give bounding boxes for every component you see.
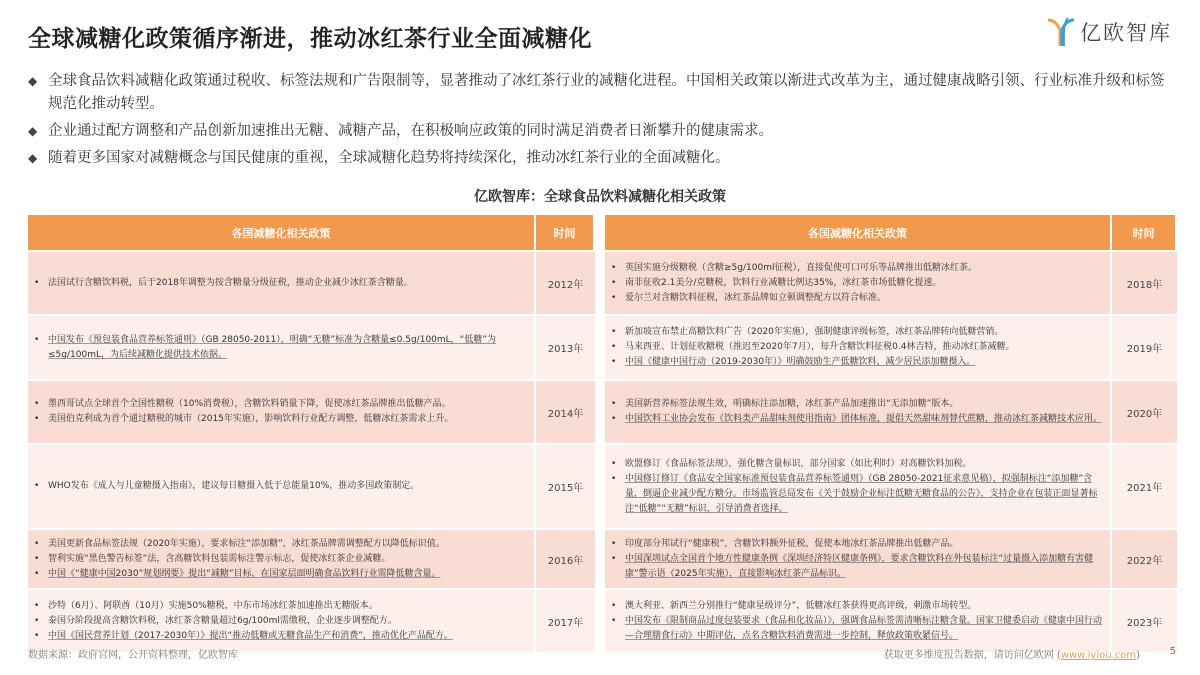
policy-item: • 中国深圳试点全国首个地方性健康条例《深圳经济特区健康条例》，要求含糖饮料在外包装标注“过量摄入添加糖有害健康”警示语（2025年实施），直接影响冰红茶产品标识。: [611, 552, 1102, 582]
bullet-icon: •: [34, 600, 40, 611]
policy-cell: [605, 252, 1112, 314]
policy-cell: [28, 316, 536, 379]
bullet-item: ◆ 全球食品饮料减糖化政策通过税收、标签法规和广告限制等，显著推动了冰红茶行业的减糖化进程。中国相关政策以渐进式改革为主，通过健康战略引领、行业标准升级和标签规范化推动转型。: [28, 70, 1178, 116]
bullet-icon: •: [611, 553, 617, 564]
logo-text: 亿欧智库: [1080, 21, 1172, 45]
year-cell: 2022年: [1112, 530, 1177, 588]
policy-item: • 欧盟修订《食品标签法规》，强化糖含量标识，部分国家（如比利时）对高糖饮料加税。: [611, 457, 1102, 472]
page-title: 全球减糖化政策循序渐进，推动冰红茶行业全面减糖化: [28, 26, 592, 52]
policy-cell: [605, 316, 1112, 379]
policy-item: • 法国试行含糖饮料税，后于2018年调整为按含糖量分级征税，推动企业减少冰红茶含糖量。: [34, 276, 526, 291]
bullet-icon: •: [34, 334, 40, 345]
bullet-icon: •: [611, 458, 617, 469]
diamond-icon: ◆: [28, 151, 38, 165]
policy-item: • 中国饮料工业协会发布《饮料类产品甜味剂使用指南》团体标准，提倡天然甜味剂替代蔗糖，推动冰红茶减糖技术应用。: [611, 412, 1102, 427]
policy-item: • 美国伯克利成为首个通过糖税的城市（2015年实施），影响饮料行业配方调整，低糖冰红茶需求上升。: [34, 412, 526, 427]
year-cell: 2017年: [536, 590, 595, 652]
policy-item: • 美国更新食品标签法规（2020年实施），要求标注“添加糖”，冰红茶品牌需调整配方以降低标识值。: [34, 537, 526, 552]
policy-cell: [28, 252, 536, 314]
policy-table-right: [605, 215, 1177, 652]
year-cell: 2019年: [1112, 316, 1177, 379]
policy-item: • 中国《健康中国行动（2019-2030年）》明确鼓励生产低糖饮料，减少居民添加糖摄入。: [611, 355, 1102, 370]
bullet-icon: •: [611, 399, 617, 409]
policy-item: • 澳大利亚、新西兰分别推行“健康星级评分”，低糖冰红茶获得更高评级，刺激市场转型。: [611, 599, 1102, 614]
page-number: 5: [1169, 646, 1176, 657]
policy-table-left: [28, 215, 595, 652]
bullet-icon: •: [34, 399, 40, 409]
policy-cell: [28, 445, 536, 528]
website-link[interactable]: www.iyiou.com: [1060, 650, 1137, 661]
year-cell: 2020年: [1112, 381, 1177, 443]
brand-logo: [1046, 16, 1172, 48]
policy-cell: [28, 590, 536, 652]
policy-cell: [605, 590, 1112, 652]
year-cell: 2018年: [1112, 252, 1177, 314]
bullet-icon: •: [34, 630, 40, 641]
bullet-icon: •: [611, 538, 617, 549]
table-title: 亿欧智库：全球食品饮料减糖化相关政策: [474, 189, 726, 205]
header-policy: 各国减糖化相关政策: [605, 215, 1112, 250]
policy-item: • 墨西哥试点全球首个全国性糖税（10%消费税），含糖饮料销量下降，促使冰红茶品牌推出低糖产品。: [34, 397, 526, 412]
bullet-icon: •: [611, 357, 617, 367]
policy-item: • 印度部分邦试行“健康税”，含糖饮料额外征税，促使本地冰红茶品牌推出低糖产品。: [611, 537, 1102, 552]
year-cell: 2014年: [536, 381, 595, 443]
bullet-item: ◆ 企业通过配方调整和产品创新加速推出无糖、减糖产品，在积极响应政策的同时满足消费者日渐攀升的健康需求。: [28, 120, 1178, 143]
policy-item: • 中国发布《预包装食品营养标签通则》（GB 28050-2011），明确“无糖”标准为含糖量≤0.5g/100mL，“低糖”为≤5g/100mL，为后续减糖化提供技术依据。: [34, 333, 526, 363]
data-source: 数据来源：政府官网，公开资料整理，亿欧智库: [28, 650, 238, 661]
policy-item: • 中国《国民营养计划（2017-2030年）》提出“推动低糖或无糖食品生产和消费”，推动优化产品配方。: [34, 629, 526, 644]
bullet-icon: •: [611, 327, 617, 337]
policy-item: • 中国修订修订《食品安全国家标准预包装食品营养标签通则》（GB 28050-2021征求意见稿），拟强制标注“添加糖”含量，倒逼企业减少配方糖分。市场监管总局发布《关于鼓励企业标注低糖无糖食品的公告》，支持企业在包装正面显著标注“低糖”“无糖”标识，引导消费者选择。: [611, 472, 1102, 517]
diamond-icon: ◆: [28, 74, 38, 88]
policy-cell: [28, 381, 536, 443]
policy-item: • 英国实施分级糖税（含糖≥5g/100ml征税），直接促使可口可乐等品牌推出低糖冰红茶。: [611, 261, 1102, 276]
bullet-icon: •: [611, 615, 617, 626]
policy-item: • 泰国分阶段提高含糖饮料税，冰红茶含糖量超过6g/100ml需缴税，企业逐步调整配方。: [34, 614, 526, 629]
bullet-item: ◆ 随着更多国家对减糖概念与国民健康的重视，全球减糖化趋势将持续深化，推动冰红茶行业的全面减糖化。: [28, 147, 1178, 170]
policy-cell: [28, 530, 536, 588]
policy-cell: [605, 530, 1112, 588]
policy-cell: [605, 381, 1112, 443]
bullet-icon: •: [611, 292, 617, 303]
policy-item: • 中国《“健康中国2030”规划纲要》提出“减糖”目标，在国家层面明确食品饮料行业需降低糖含量。: [34, 567, 526, 582]
bullet-icon: •: [611, 473, 617, 484]
bullet-icon: •: [611, 262, 617, 273]
year-cell: 2021年: [1112, 445, 1177, 528]
policy-item: • 南非征收2.1美分/克糖税，饮料行业减糖比例达35%，冰红茶市场低糖化提速。: [611, 276, 1102, 291]
bullet-icon: •: [611, 342, 617, 352]
policy-item: • 智利实施“黑色警告标签”法，含高糖饮料包装需标注警示标志，促使冰红茶企业减糖。: [34, 552, 526, 567]
bullet-icon: •: [34, 481, 40, 491]
summary-bullets: [28, 70, 1178, 174]
policy-item: • 沙特（6月）、阿联酋（10月）实施50%糖税，中东市场冰红茶加速推出无糖版本。: [34, 599, 526, 614]
policy-item: • 新加坡宣布禁止高糖饮料广告（2020年实施），强制健康评级标签，冰红茶品牌转向低糖营销。: [611, 325, 1102, 340]
policy-item: • 爱尔兰对含糖饮料征税，冰红茶品牌如立顿调整配方以符合标准。: [611, 291, 1102, 306]
bullet-icon: •: [34, 414, 40, 424]
policy-item: • 马来西亚、计划征收糖税（推迟至2020年7月），每升含糖饮料征税0.4林吉特，推动冰红茶减糖。: [611, 340, 1102, 355]
bullet-icon: •: [34, 568, 40, 579]
bullet-icon: •: [34, 277, 40, 288]
diamond-icon: ◆: [28, 124, 38, 138]
bullet-icon: •: [34, 615, 40, 626]
year-cell: 2016年: [536, 530, 595, 588]
bullet-icon: •: [611, 277, 617, 288]
year-cell: 2023年: [1112, 590, 1177, 652]
bullet-icon: •: [611, 600, 617, 611]
year-cell: 2015年: [536, 445, 595, 528]
logo-icon: [1046, 16, 1076, 48]
policy-cell: [605, 445, 1112, 528]
bullet-icon: •: [34, 553, 40, 564]
year-cell: 2012年: [536, 252, 595, 314]
header-policy: 各国减糖化相关政策: [28, 215, 536, 250]
header-time: 时间: [1112, 215, 1177, 250]
policy-item: • WHO发布《成人与儿童糖摄入指南》，建议每日糖摄入低于总能量10%，推动多国政策制定。: [34, 479, 526, 494]
year-cell: 2013年: [536, 316, 595, 379]
policy-item: • 美国新营养标签法规生效，明确标注添加糖，冰红茶产品加速推出“无添加糖”版本。: [611, 397, 1102, 412]
bullet-icon: •: [611, 414, 617, 424]
header-time: 时间: [536, 215, 595, 250]
policy-item: • 中国发布《限制商品过度包装要求（食品和化妆品）》，强调食品标签需清晰标注糖含量。国家卫健委启动《健康中国行动—合理膳食行动》中期评估，点名含糖饮料消费需进一步控制，释放政策收紧信号。: [611, 614, 1102, 644]
footer-more: 获取更多维度报告数据，请访问亿欧网 (www.iyiou.com): [883, 650, 1140, 661]
bullet-icon: •: [34, 538, 40, 549]
